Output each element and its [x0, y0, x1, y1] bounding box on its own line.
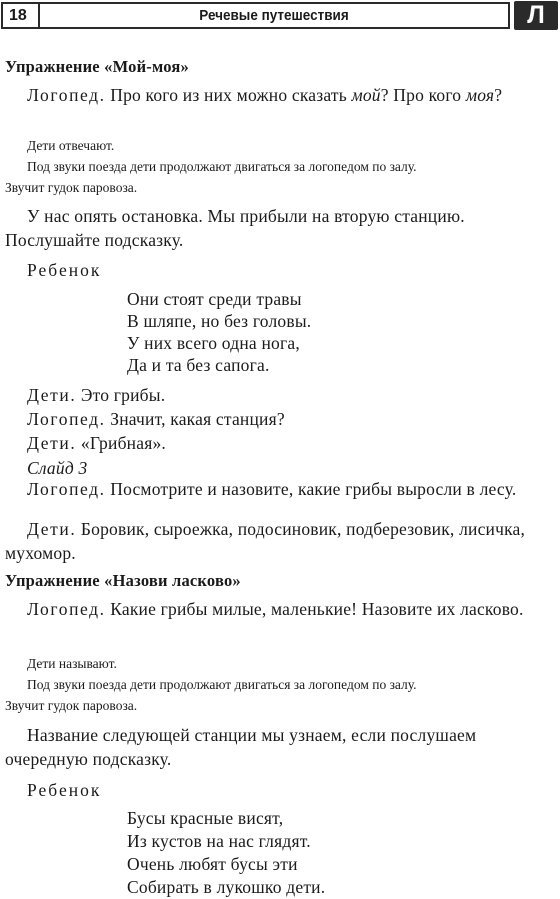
speaker-children: Дети. [27, 385, 77, 405]
word-moy: мой [351, 85, 381, 105]
speaker-children: Дети. [27, 519, 77, 539]
poem-line: Они стоят среди травы [127, 289, 302, 309]
dialog-line: Логопед. Значит, какая станция? [27, 409, 285, 429]
page-number: 18 [1, 2, 38, 29]
dialog-line: Дети. Это грибы. [27, 385, 166, 405]
riddle-berries [127, 807, 325, 899]
question-text: Про кого из них можно сказать [110, 85, 347, 105]
speaker-logoped: Логопед. [27, 479, 106, 499]
question-end: ? [494, 85, 503, 105]
stage-direction-line: Звучит гудок паровоза. [5, 180, 138, 195]
riddle-mushrooms [127, 288, 311, 376]
stage-direction-line: Дети называют. [27, 656, 117, 671]
child-speaker-label: Ребенок [27, 780, 102, 800]
page-header [0, 0, 560, 32]
poem-line: У них всего одна нога, [127, 333, 300, 353]
next-station-paragraph: Название следующей станции мы узнаем, если послушаем очередную подсказку. [5, 725, 477, 769]
dialog-mushroom-station [5, 383, 557, 455]
stage-direction-line: Звучит гудок паровоза. [5, 698, 138, 713]
speaker-logoped: Логопед. [27, 409, 106, 429]
dialog-line: Дети. «Грибная». [27, 433, 166, 453]
stage-direction-1 [5, 135, 557, 198]
speaker-logoped: Логопед. [27, 599, 106, 619]
logoped-look-and-name: Логопед. Посмотрите и назовите, какие грибы выросли в лесу. [27, 479, 517, 499]
running-title-bar [38, 2, 510, 29]
poem-line: Очень любят бусы эти [127, 854, 298, 874]
speaker-logoped: Логопед. [27, 85, 106, 105]
second-station-paragraph: У нас опять остановка. Мы прибыли на вторую станцию. Послушайте подсказку. [5, 206, 465, 250]
logoped-affectionate: Логопед. Какие грибы милые, маленькие! Назовите их ласково. [27, 599, 524, 619]
stage-direction-2 [5, 653, 557, 716]
children-mushroom-list: Дети. Боровик, сыроежка, подосиновик, подберезовик, лисичка, мухомор. [5, 519, 526, 563]
slide-label: Слайд 3 [27, 458, 88, 478]
exercise-heading-nazovi-laskovo: Упражнение «Назови ласково» [5, 571, 241, 590]
poem-line: Из кустов на нас глядят. [127, 831, 311, 851]
speaker-children: Дети. [27, 433, 77, 453]
word-moya: моя [465, 85, 495, 105]
question-middle: ? Про кого [380, 85, 462, 105]
logoped-question [5, 83, 557, 107]
poem-line: В шляпе, но без головы. [127, 311, 312, 331]
poem-line: Да и та без сапога. [127, 355, 270, 375]
section-letter-tab: Л [514, 1, 558, 30]
running-title: Речевые путешествия [199, 7, 349, 24]
stage-direction-line: Под звуки поезда дети продолжают двигаться за логопедом по залу. [27, 159, 417, 174]
stage-direction-line: Под звуки поезда дети продолжают двигаться за логопедом по залу. [27, 677, 417, 692]
poem-line: Бусы красные висят, [127, 808, 284, 828]
stage-direction-line: Дети отвечают. [27, 138, 115, 153]
exercise-heading-moy-moya: Упражнение «Мой-моя» [5, 57, 189, 76]
child-speaker-label: Ребенок [27, 260, 102, 280]
poem-line: Собирать в лукошко дети. [127, 877, 326, 897]
